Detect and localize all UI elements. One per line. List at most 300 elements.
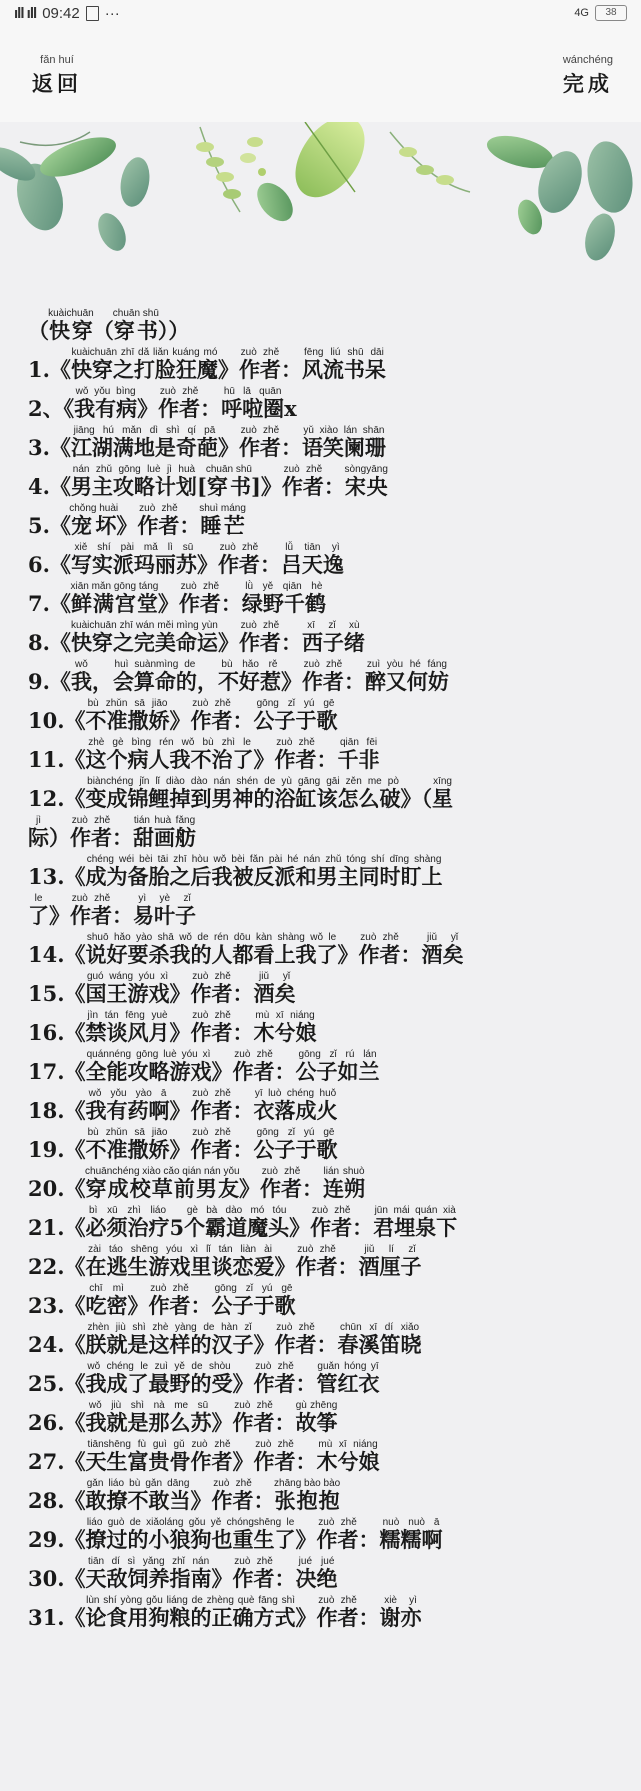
- annotated-text: [85, 971, 170, 1006]
- punctuation-text: 7.《: [28, 591, 71, 616]
- pinyin-annotation: chuān shū: [205, 464, 252, 475]
- annotated-text: [158, 386, 201, 421]
- hanzi-text: 我成了最野的受: [85, 1371, 233, 1396]
- punctuation-text: 》: [169, 981, 191, 1006]
- pinyin-annotation: zuò zhě: [70, 815, 112, 826]
- pinyin-annotation: xiè yì: [379, 1595, 422, 1606]
- pinyin-annotation: quánnéng gōng luè yóu xì: [85, 1049, 212, 1060]
- punctuation-text: ：: [274, 1059, 296, 1084]
- punctuation-text: 20.《: [28, 1176, 86, 1201]
- hanzi-text: 穿成校草前男友: [85, 1176, 240, 1201]
- punctuation-text: ，: [196, 669, 218, 694]
- hanzi-text: 作者: [316, 1527, 359, 1552]
- annotated-text: [274, 737, 317, 772]
- hanzi-text: 穿书: [112, 318, 159, 343]
- annotated-text: [184, 1205, 290, 1240]
- hanzi-text: 作者: [232, 1059, 275, 1084]
- annotated-text: [295, 1244, 338, 1279]
- pinyin-annotation: wǒ yǒu bìng: [74, 386, 138, 397]
- pinyin-annotation: zuò zhě: [190, 1088, 233, 1099]
- punctuation-text: ：: [400, 942, 422, 967]
- status-time: 09:42: [42, 4, 80, 22]
- hanzi-text: 作者: [178, 591, 221, 616]
- punctuation-text: 6.《: [28, 552, 71, 577]
- punctuation-text: 19.《: [28, 1137, 86, 1162]
- annotated-text: [178, 581, 221, 616]
- hanzi-text: 春溪笛晓: [337, 1332, 422, 1357]
- pinyin-annotation: zuò zhě: [232, 1556, 275, 1567]
- hanzi-text: 快穿: [48, 318, 94, 343]
- pinyin-annotation: jiǔ yǐ: [421, 932, 464, 943]
- annotated-text: [238, 425, 281, 460]
- punctuation-text: ：: [323, 474, 345, 499]
- annotated-text: [190, 971, 233, 1006]
- punctuation-text: ：: [302, 1176, 324, 1201]
- annotated-text: [85, 1556, 212, 1591]
- pinyin-annotation: zuò zhě: [232, 1400, 275, 1411]
- hanzi-text: 论食用狗粮的正确方式: [85, 1605, 296, 1630]
- punctuation-text: ：: [280, 357, 302, 382]
- pinyin-annotation: chī mì: [85, 1283, 128, 1294]
- list-item: [28, 1010, 617, 1043]
- hanzi-text: 作者: [232, 1566, 275, 1591]
- pinyin-annotation: yǔ xiào lán shān: [301, 425, 386, 436]
- hanzi-text: 快穿之打脸狂魔: [70, 357, 218, 382]
- hanzi-text: 会算命的: [112, 669, 197, 694]
- hanzi-text: 天敌饲养指南: [85, 1566, 212, 1591]
- pinyin-annotation: jiǔ lí zǐ: [358, 1244, 422, 1255]
- top-navigation: [0, 26, 641, 122]
- annotated-text: [301, 425, 386, 460]
- pinyin-annotation: lùn shí yòng gǒu liáng de zhèng què fāng shì: [85, 1595, 296, 1606]
- pinyin-annotation: zuò zhě: [274, 1322, 317, 1333]
- annotated-text: [85, 1166, 240, 1201]
- pinyin-annotation: wǒ jiù shì nà me sū: [85, 1400, 212, 1411]
- punctuation-text: ：: [274, 1566, 296, 1591]
- more-icon: ···: [104, 4, 120, 22]
- hanzi-text: 作者: [274, 747, 317, 772]
- annotated-text: [432, 776, 454, 811]
- hanzi-text: 这个病人我不治了: [85, 747, 254, 772]
- punctuation-text: ：: [295, 1449, 317, 1474]
- annotated-text: [253, 1127, 338, 1162]
- annotated-text: [232, 1556, 275, 1591]
- punctuation-text: 》: [253, 1332, 275, 1357]
- annotated-text: [190, 1127, 233, 1162]
- punctuation-text: 31.《: [28, 1605, 86, 1630]
- done-button-label: 完成: [562, 71, 613, 96]
- annotated-text: [211, 1283, 296, 1318]
- pinyin-annotation: zuò zhě: [295, 1244, 338, 1255]
- punctuation-text: 》: [232, 1371, 254, 1396]
- hanzi-text: 我有药啊: [85, 1098, 170, 1123]
- hanzi-text: 全能攻略游戏: [85, 1059, 212, 1084]
- hanzi-text: 作者: [70, 825, 112, 850]
- list-item: [28, 698, 617, 731]
- pinyin-annotation: zuò zhě: [190, 971, 233, 982]
- punctuation-text: 3.《: [28, 435, 71, 460]
- annotated-text: [112, 659, 197, 694]
- annotated-text: [238, 347, 281, 382]
- list-item: [28, 1205, 617, 1238]
- hanzi-text: 不准撒娇: [85, 708, 170, 733]
- annotated-text: [337, 1322, 422, 1357]
- pinyin-annotation: zuò zhě: [190, 1010, 233, 1021]
- list-item: [28, 737, 617, 770]
- list-item: [28, 1049, 617, 1082]
- pinyin-annotation: fēng liú shū dāi: [301, 347, 386, 358]
- list-item: [28, 893, 617, 926]
- hanzi-text: 酒矣: [253, 981, 296, 1006]
- list-item: [28, 581, 617, 614]
- done-button[interactable]: [563, 54, 613, 98]
- pinyin-annotation: xīng: [432, 776, 454, 787]
- pinyin-annotation: biànchéng jǐn lǐ diào dào nán shén de yù gāng gāi zěn me pò: [85, 776, 401, 787]
- hanzi-text: 作者: [310, 1215, 353, 1240]
- pinyin-annotation: zuò zhě: [211, 1478, 254, 1489]
- hanzi-text: 作者: [253, 1371, 296, 1396]
- hanzi-text: 作者: [148, 1293, 191, 1318]
- punctuation-text: 25.《: [28, 1371, 86, 1396]
- network-label: 4G: [574, 7, 589, 19]
- annotated-text: [85, 1322, 254, 1357]
- annotated-text: [211, 1478, 254, 1513]
- pinyin-annotation: zuò zhě: [217, 542, 260, 553]
- pinyin-annotation: shuì máng: [199, 503, 246, 514]
- pinyin-annotation: zuò zhě: [316, 1595, 359, 1606]
- annotated-text: [421, 932, 464, 967]
- annotated-text: [85, 1517, 296, 1552]
- annotated-text: [85, 1010, 170, 1045]
- pinyin-annotation: zuò zhě: [260, 1166, 303, 1177]
- hanzi-text: 张抱抱: [274, 1488, 341, 1513]
- hanzi-text: 穿书: [205, 474, 252, 499]
- hanzi-text: 衣落成火: [253, 1098, 338, 1123]
- punctuation-text: 14.《: [28, 942, 86, 967]
- punctuation-text: 8.《: [28, 630, 71, 655]
- hanzi-text: 作者: [190, 1098, 233, 1123]
- hanzi-text: 说好要杀我的人都看上我了: [85, 942, 338, 967]
- list-item: [28, 464, 617, 497]
- punctuation-text: ]》: [250, 474, 282, 499]
- punctuation-text: 30.《: [28, 1566, 86, 1591]
- punctuation-text: 22.《: [28, 1254, 86, 1279]
- hanzi-text: 作者: [232, 1410, 275, 1435]
- hanzi-text: 不好惹: [217, 669, 281, 694]
- pinyin-annotation: tián huà fǎng: [133, 815, 196, 826]
- annotated-text: [112, 308, 159, 343]
- punctuation-text: ：: [274, 1410, 296, 1435]
- list-item: [28, 1556, 617, 1589]
- hanzi-text: 男主攻略计划: [70, 474, 197, 499]
- annotated-text: [221, 386, 285, 421]
- pinyin-annotation: bù zhǔn sā jiāo: [85, 1127, 170, 1138]
- pinyin-annotation: kuàichuān zhī dǎ liǎn kuáng mó: [70, 347, 218, 358]
- hanzi-text: 作者: [190, 1020, 233, 1045]
- annotated-text: [85, 932, 338, 967]
- punctuation-text: ：: [358, 1527, 380, 1552]
- punctuation-text: 》: [337, 942, 359, 967]
- annotated-text: [323, 1166, 366, 1201]
- hanzi-text: 作者: [316, 1605, 359, 1630]
- annotated-text: [301, 347, 386, 382]
- annotated-text: [253, 1010, 317, 1045]
- annotated-text: [316, 1361, 380, 1396]
- annotated-text: [274, 1478, 341, 1513]
- punctuation-text: ：: [220, 591, 242, 616]
- punctuation-text: ））: [157, 318, 190, 343]
- pinyin-annotation: zuò zhě: [190, 698, 233, 709]
- pinyin-annotation: mù xī niáng: [316, 1439, 380, 1450]
- annotated-text: [70, 425, 218, 460]
- hanzi-text: 君埋泉下: [373, 1215, 458, 1240]
- hanzi-text: 作者: [274, 1332, 317, 1357]
- pinyin-annotation: zuò zhě: [253, 1439, 296, 1450]
- annotated-text: [199, 503, 246, 538]
- punctuation-text: ）: [49, 825, 70, 850]
- pinyin-annotation: chuān shū: [112, 308, 159, 319]
- hanzi-text: 作者: [238, 357, 281, 382]
- punctuation-text: 》: [49, 903, 70, 928]
- annotated-text: [85, 1205, 170, 1240]
- punctuation-text: 》: [280, 669, 302, 694]
- punctuation-text: 13.《: [28, 864, 86, 889]
- punctuation-text: 4.《: [28, 474, 71, 499]
- list-item: [28, 854, 617, 887]
- back-button-label: 返回: [32, 71, 82, 96]
- annotated-text: [358, 932, 401, 967]
- annotated-text: [253, 971, 296, 1006]
- pinyin-annotation: zài táo shēng yóu xì lǐ tán liàn ài: [85, 1244, 275, 1255]
- list-item: [28, 776, 617, 809]
- annotated-text: [70, 620, 218, 655]
- punctuation-text: 26.《: [28, 1410, 86, 1435]
- punctuation-text: 》: [190, 1488, 212, 1513]
- list-item: [28, 1478, 617, 1511]
- pinyin-annotation: nán zhǔ gōng luè jì huà: [70, 464, 197, 475]
- annotated-text: [137, 503, 180, 538]
- pinyin-annotation: xī zǐ xù: [301, 620, 365, 631]
- hanzi-text: 天生富贵骨作者: [85, 1449, 233, 1474]
- pinyin-annotation: zhāng bào bào: [274, 1478, 341, 1489]
- pinyin-annotation: zuò zhě: [158, 386, 201, 397]
- punctuation-text: 18.《: [28, 1098, 86, 1123]
- annotated-text: [379, 1595, 422, 1630]
- annotated-text: [232, 1400, 275, 1435]
- punctuation-text: 》: [127, 1293, 149, 1318]
- annotated-text: [337, 737, 380, 772]
- hanzi-text: 我有病: [74, 396, 138, 421]
- hanzi-text: 易叶子: [133, 903, 196, 928]
- pinyin-annotation: zuò zhě: [253, 1361, 296, 1372]
- annotated-text: [85, 776, 401, 811]
- pinyin-annotation: gǎn liáo bù gǎn dāng: [85, 1478, 191, 1489]
- pinyin-annotation: gù zhēng: [295, 1400, 338, 1411]
- pinyin-annotation: lǚ tiān yì: [280, 542, 344, 553]
- annotated-text: [295, 1049, 380, 1084]
- hanzi-text: 作者: [295, 1254, 338, 1279]
- punctuation-text: 》（: [400, 786, 433, 811]
- pinyin-annotation: zhè gè bìng rén wǒ bù zhì le: [85, 737, 254, 748]
- annotated-text: [190, 698, 233, 733]
- annotated-text: [85, 1400, 212, 1435]
- punctuation-text: ：: [232, 1020, 254, 1045]
- hanzi-text: 不准撒娇: [85, 1137, 170, 1162]
- punctuation-text: 5: [169, 1215, 185, 1240]
- pinyin-annotation: zuò zhě: [238, 620, 281, 631]
- punctuation-text: 12.《: [28, 786, 86, 811]
- annotated-text: [85, 1478, 191, 1513]
- annotated-text: [70, 581, 159, 616]
- annotated-text: [358, 1244, 422, 1279]
- pinyin-annotation: zuò zhě: [238, 425, 281, 436]
- pinyin-annotation: shuō hǎo yào shā wǒ de rén dōu kàn shàng wǒ le: [85, 932, 338, 943]
- pinyin-annotation: gōng zǐ rú lán: [295, 1049, 380, 1060]
- list-item: [28, 1166, 617, 1199]
- annotated-text: [253, 1361, 296, 1396]
- leaf-decoration: [0, 122, 641, 272]
- pinyin-annotation: huì suànmìng de: [112, 659, 197, 670]
- punctuation-text: ：: [316, 747, 338, 772]
- pinyin-annotation: zuò zhě: [70, 893, 112, 904]
- hanzi-text: 西子绪: [301, 630, 365, 655]
- hanzi-text: 木兮娘: [316, 1449, 380, 1474]
- hanzi-text: 语笑阑珊: [301, 435, 386, 460]
- sim-card-icon: [86, 6, 99, 21]
- pinyin-annotation: wǒ yǒu yào ā: [85, 1088, 170, 1099]
- pinyin-annotation: nuò nuò ā: [379, 1517, 443, 1528]
- pinyin-annotation: wǒ chéng le zuì yě de shòu: [85, 1361, 233, 1372]
- annotated-text: [253, 1088, 338, 1123]
- punctuation-text: 16.《: [28, 1020, 86, 1045]
- list-item: [28, 1322, 617, 1355]
- hanzi-text: 连朔: [323, 1176, 366, 1201]
- annotated-text: [301, 620, 365, 655]
- punctuation-text: 》: [253, 747, 275, 772]
- done-button-pinyin: wánchéng: [562, 54, 613, 66]
- punctuation-text: 28.《: [28, 1488, 86, 1513]
- hanzi-text: 成为备胎之后我被反派和男主同时盯上: [85, 864, 443, 889]
- hanzi-text: 吕天逸: [280, 552, 344, 577]
- annotated-text: [85, 1088, 170, 1123]
- annotated-text: [74, 386, 138, 421]
- pinyin-annotation: sòngyāng: [344, 464, 388, 475]
- back-button[interactable]: [32, 54, 82, 98]
- hanzi-text: 个霸道魔头: [184, 1215, 290, 1240]
- punctuation-text: 》: [217, 357, 239, 382]
- pinyin-annotation: gè bà dào mó tóu: [184, 1205, 290, 1216]
- hanzi-text: 吃密: [85, 1293, 128, 1318]
- hanzi-text: 公子于歌: [253, 708, 338, 733]
- annotated-text: [85, 1439, 233, 1474]
- annotated-text: [69, 503, 119, 538]
- pinyin-annotation: qiān fēi: [337, 737, 380, 748]
- hanzi-text: 作者: [217, 552, 260, 577]
- hanzi-text: 撩过的小狼狗也重生了: [85, 1527, 296, 1552]
- punctuation-text: ：: [232, 1137, 254, 1162]
- list-item: [28, 1088, 617, 1121]
- pinyin-annotation: zhèn jiù shì zhè yàng de hàn zǐ: [85, 1322, 254, 1333]
- punctuation-text: 》: [137, 396, 159, 421]
- punctuation-text: 》: [211, 1059, 233, 1084]
- hanzi-text: 决绝: [295, 1566, 338, 1591]
- annotated-text: [133, 815, 196, 850]
- hanzi-text: 朕就是这样的汉子: [85, 1332, 254, 1357]
- hanzi-text: 作者: [158, 396, 201, 421]
- annotated-text: [281, 464, 324, 499]
- pinyin-annotation: bù hǎo rě: [217, 659, 281, 670]
- punctuation-text: （: [28, 318, 49, 343]
- hanzi-text: 千非: [337, 747, 380, 772]
- punctuation-text: 》: [274, 1254, 296, 1279]
- annotated-text: [316, 1439, 380, 1474]
- pinyin-annotation: chūn xī dí xiǎo: [337, 1322, 422, 1333]
- hanzi-text: 星: [432, 786, 454, 811]
- list-item: [28, 503, 617, 536]
- annotated-text: [85, 854, 443, 889]
- punctuation-text: ：: [232, 1098, 254, 1123]
- pinyin-annotation: zuò zhě: [232, 1049, 275, 1060]
- list-item: [28, 1400, 617, 1433]
- punctuation-text: 17.《: [28, 1059, 86, 1084]
- annotated-text: [280, 542, 344, 577]
- hanzi-text: 公子于歌: [211, 1293, 296, 1318]
- back-button-pinyin: fǎn huí: [40, 54, 74, 66]
- punctuation-text: 11.《: [28, 747, 86, 772]
- annotated-text: [70, 464, 197, 499]
- annotated-text: [274, 1322, 317, 1357]
- annotated-text: [28, 893, 49, 928]
- pinyin-annotation: zuò zhě: [148, 1283, 191, 1294]
- annotated-text: [85, 1127, 170, 1162]
- hanzi-text: 甜画舫: [133, 825, 196, 850]
- annotated-text: [260, 1166, 303, 1201]
- punctuation-text: x: [284, 396, 297, 421]
- pinyin-annotation: guǎn hóng yī: [316, 1361, 380, 1372]
- status-bar: [0, 0, 641, 26]
- hanzi-text: 作者: [238, 630, 281, 655]
- pinyin-annotation: gōng zǐ yú gē: [253, 698, 338, 709]
- punctuation-text: 2、《: [28, 396, 75, 421]
- punctuation-text: 》: [217, 630, 239, 655]
- hanzi-text: 酒厘子: [358, 1254, 422, 1279]
- punctuation-text: ：: [253, 1488, 275, 1513]
- pinyin-annotation: zuò zhě: [190, 1127, 233, 1138]
- punctuation-text: ：: [200, 396, 222, 421]
- punctuation-text: [: [196, 474, 207, 499]
- hanzi-text: 作者: [281, 474, 324, 499]
- annotated-text: [373, 1205, 458, 1240]
- punctuation-text: 》: [169, 708, 191, 733]
- list-item: [28, 1283, 617, 1316]
- list-item: [28, 308, 617, 341]
- hanzi-text: 公子如兰: [295, 1059, 380, 1084]
- hanzi-text: 我就是那么苏: [85, 1410, 212, 1435]
- list-item: [28, 1361, 617, 1394]
- hanzi-text: 木兮娘: [253, 1020, 317, 1045]
- hanzi-text: 宋央: [344, 474, 388, 499]
- pinyin-annotation: yì yè zǐ: [133, 893, 196, 904]
- pinyin-annotation: gōng zǐ yú gē: [211, 1283, 296, 1294]
- punctuation-text: 》: [217, 435, 239, 460]
- pinyin-annotation: tiānshēng fù guì gǔ zuò zhě: [85, 1439, 233, 1450]
- annotated-text: [364, 659, 449, 694]
- punctuation-text: 24.《: [28, 1332, 86, 1357]
- hanzi-text: 作者: [260, 1176, 303, 1201]
- annotated-text: [28, 815, 49, 850]
- punctuation-text: 》: [211, 1566, 233, 1591]
- punctuation-text: 21.《: [28, 1215, 86, 1240]
